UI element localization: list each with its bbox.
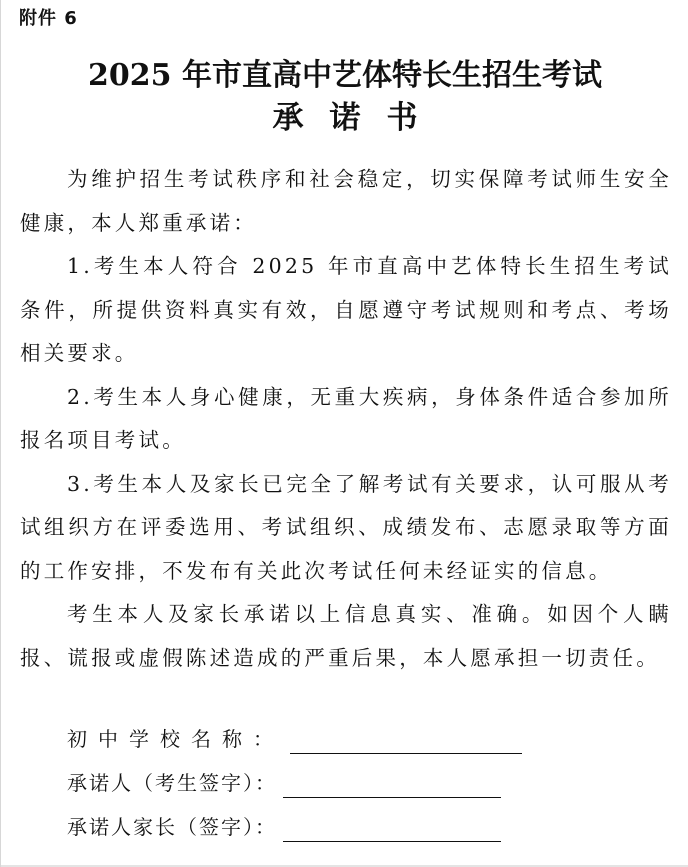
commitment-item-1: 1.考生本人符合 2025 年市直高中艺体特长生招生考试条件，所提供资料真实有效，自愿遵守考试规则和考点、考场相关要求。	[20, 254, 672, 365]
school-name-label: 初中学校名称：	[67, 727, 284, 751]
attachment-label: 附件 6	[19, 8, 78, 29]
commitment-item-3: 3.考生本人及家长已完全了解考试有关要求，认可服从考试组织方在评委选用、考试组织、成绩发布、志愿录取等方面的工作安排，不发布有关此次考试任何未经证实的信息。	[20, 471, 672, 583]
school-name-field[interactable]	[290, 729, 522, 754]
commitment-body	[20, 158, 672, 680]
parent-signature-field[interactable]	[283, 817, 501, 842]
intro-paragraph: 为维护招生考试秩序和社会稳定，切实保障考试师生安全健康，本人郑重承诺：	[20, 167, 672, 235]
school-name-row	[67, 724, 522, 768]
document-subtitle: 承诺书	[272, 100, 444, 136]
document-title: 2025 年市直高中艺体特长生招生考试	[88, 58, 602, 93]
parent-signature-row	[67, 812, 522, 856]
parent-signature-label: 承诺人家长（签字）：	[67, 815, 277, 839]
student-signature-field[interactable]	[283, 773, 501, 798]
signature-block	[67, 724, 522, 856]
student-signature-row	[67, 768, 522, 812]
student-signature-label: 承诺人（考生签字）：	[67, 771, 277, 795]
closing-paragraph: 考生本人及家长承诺以上信息真实、准确。如因个人瞒报、谎报或虚假陈述造成的严重后果，本人愿承担一切责任。	[20, 602, 672, 670]
commitment-item-2: 2.考生本人身心健康，无重大疾病，身体条件适合参加所报名项目考试。	[20, 384, 672, 452]
